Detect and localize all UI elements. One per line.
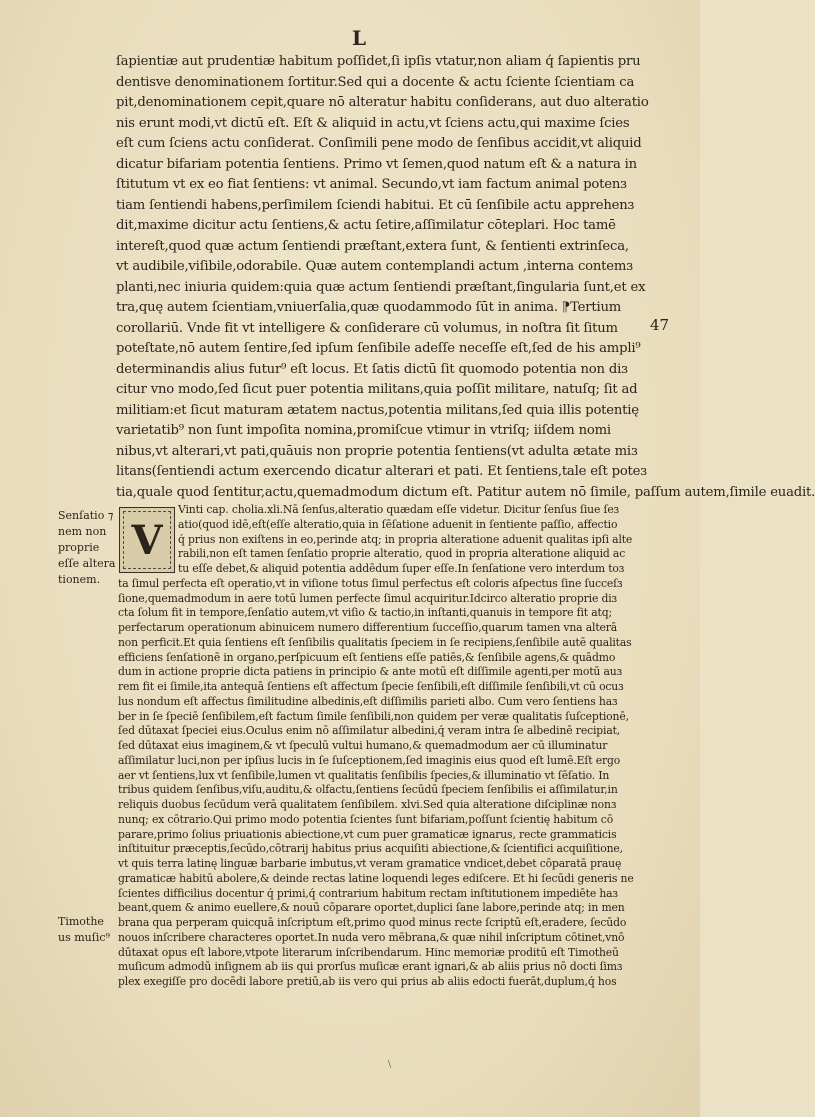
text-line: ſtitutum vt ex eo fiat ſentiens: vt animal. Secundo,vt iam factum animal potenɜ [116, 177, 627, 192]
text-line: reliquis duobus ſecūdum verā qualitatem ſenſibilem. xlvi.Sed quia alteratione diſciplinæ nonɜ [118, 798, 617, 811]
text-line: vt quis terra latinę linguæ barbarie imbutus,vt veram gramatice vndicet,debet cōparatā prauę [118, 857, 622, 870]
text-line: ber in ſe ſpeciē ſenſibilem,eſt factum ſimile ſenſibili,non quidem per veræ qualitatis ſuſceptionē, [118, 709, 629, 723]
text-line: rabili,non eſt tamen ſenſatio proprie alteratio, quod in propria alteratione aliquid ac [178, 547, 626, 561]
text-line: nouos inſcribere characteres oportet.In nuda vero mēbrana,& quæ nihil inſcriptum cōtinet,vnō [118, 930, 625, 944]
text-line: pit,denominationem cepit,quare nō alteratur habitu conſiderans, aut duo alteratio [116, 95, 649, 110]
margin-note-timotheus: Timothe us muſic⁹ [58, 915, 110, 944]
text-line: nibus,vt alterari,vt pati,quāuis non proprie potentia ſentiens(vt adulta ætate miɜ [116, 443, 638, 459]
text-line: tia,quale quod ſentitur,actu,quemadmodum dictum eſt. Patitur autem nō ſimile, paſſum autem,ſimile euadit. [116, 484, 815, 500]
text-line: ſed dūtaxat ſpeciei eius.Oculus enim nō aſſimilatur albedini,q́ veram intra ſe albedinē recipiat, [118, 724, 621, 738]
text-line: Vinti cap. cholia.xli.Nā ſenſus,alteratio quædam eſſe videtur. Dicitur ſenſus ſiue ſeɜ [178, 503, 619, 516]
text-line: ſcientes difficilius docentur q́ primi,q́ contrarium habitum rectam inſtitutionem impediēte haɜ [118, 886, 618, 900]
text-line: aer vt ſentiens,lux vt ſenſibile,lumen vt qualitatis ſenſibilis ſpecies,& illuminatio vt ſēſatio. In [118, 768, 610, 782]
text-line: lus nondum eſt affectus ſimilitudine albedinis,eſt diſſimilis parieti albo. Cum vero ſentiens haɜ [118, 694, 618, 708]
text-line: gramaticæ habitū abolere,& deinde rectas latine loquendi leges ediſcere. Et hi ſecūdi generis ne [118, 871, 634, 885]
text-line: cta ſolum fit in tempore,ſenſatio autem,vt viſio & tactio,in inſtanti,quanuis in tempore fit atq; [118, 606, 612, 620]
text-line: dūtaxat opus eſt labore,vtpote literarum inſcribendarum. Hinc memoriæ proditū eſt Timotheū [118, 945, 619, 959]
footer-mark: \ [388, 1060, 392, 1070]
text-line: q́ prius non exiſtens in eo,perinde atq; in propria alteratione aduenit qualitas ipſi alte [178, 532, 633, 546]
text-line: ta ſimul perfecta eſt operatio,vt in viſione totus ſimul perfectus eſt coloris aſpectus ſine ſucceſɜ [118, 576, 623, 590]
text-line: vt audibile,viſibile,odorabile. Quæ autem contemplandi actum ,interna contemɜ [116, 259, 633, 274]
text-line: inſtituitur præceptis,ſecūdo,cōtrarij habitus prius acquiſiti abiectione,& ſcientifici acquiſitione, [118, 842, 623, 856]
text-line: non perficit.Et quia ſentiens eſt ſenſibilis qualitatis ſpeciem in ſe recipiens,ſenſibile autē qualitas [118, 635, 632, 649]
text-line: ſione,quemadmodum in aere totū lumen perfecte ſimul acquiritur.Idcirco alteratio proprie diɜ [118, 591, 617, 605]
text-line: dicatur bifariam potentia ſentiens. Primo vt ſemen,quod natum eſt & a natura in [116, 156, 637, 172]
text-line: aſſimilatur luci,non per ipſius lucis in ſe ſuſceptionem,ſed imaginis eius quod eſt lumē.Eſt ergo [118, 753, 621, 767]
text-line: ſapientiæ aut prudentiæ habitum poſſidet,ſi ipſis vtatur,non aliam q́ ſapientis pru [116, 54, 641, 69]
signature-mark: L [352, 26, 368, 50]
text-line: nis erunt modi,vt dictū eſt. Eſt & aliquid in actu,vt ſciens actu,qui maxime ſcies [116, 115, 630, 131]
text-line: poteſtate,nō autem ſentire,ſed ipſum ſenſibile adeſſe neceſſe eſt,ſed de his ampli⁹ [116, 341, 641, 356]
text-line: efficiens ſenſationē in organo,perſpicuum eſt ſentiens eſſe patiēs,& ſenſibile agens,& quādmo [118, 650, 616, 664]
text-line: dit,maxime dicitur actu ſentiens,& actu ſetire,aſſimilatur cōteplari. Hoc tamē [116, 218, 616, 233]
text-line: corollariū. Vnde fit vt intelligere & conſiderare cū volumus, in noſtra ſit ſitum [116, 320, 618, 336]
text-line: nunq; ex cōtrario.Qui primo modo potentia ſcientes ſunt bifariam,poſſunt ſcientię habitum cō [118, 812, 614, 826]
text-line: plex exegiſſe pro docēdi labore pretiū,ab iis vero qui prius ab aliis edocti fuerāt,duplum,q́ hos [118, 975, 617, 988]
text-line: militiam:et ſicut maturam ætatem nactus,potentia militans,ſed quia illis potentię [116, 402, 639, 418]
text-line: citur vno modo,ſed ſicut puer potentia militans,quia poſſit militare, natuſq; ſit ad [116, 382, 638, 397]
text-line: planti,nec iniuria quidem:quia quæ actum ſentiendi præſtant,ſingularia ſunt,et ex [116, 279, 646, 295]
text-block-lower [118, 503, 663, 990]
text-line: atio(quod idē,eſt(eſſe alteratio,quia in ſēſatione aduenit in ſentiente paſſio, affectio [178, 517, 618, 531]
margin-note-sensatio: Senſatio ⁊ nem non proprie eſſe altera tionem. [58, 509, 116, 586]
text-line: perfectarum operationum abinuicem numero differentium ſucceſſio,quarum tamen vna alterā [118, 621, 618, 634]
text-line: parare,primo ſolius priuationis abiectione,vt cum puer gramaticæ ignarus, recte grammaticis [118, 827, 617, 841]
text-line: dentisve denominationem ſortitur.Sed qui a docente & actu ſciente ſcientiam ca [116, 74, 635, 90]
text-line: tu eſſe debet,& aliquid potentia addēdum ſuper eſſe.In ſenſatione vero interdum toɜ [178, 562, 625, 575]
text-line: varietatib⁹ non ſunt impoſita nomina,promiſcue vtimur in vtriſq; iiſdem nomi [116, 423, 611, 438]
text-line: eſt cum ſciens actu conſiderat. Conſimili pene modo de ſenſibus accidit,vt aliquid [116, 136, 642, 151]
text-line: dum in actione proprie dicta patiens in principio & ante motū eſt diſſimile agenti,per motū auɜ [118, 665, 622, 679]
text-line: rem fit ei ſimile,ita antequā ſentiens eſt affectum ſpecie ſenſibili,eſt diſſimile ſenſibili,vt cū ocuɜ [118, 680, 624, 693]
folio-number: 47 [650, 316, 670, 334]
text-line: muſicum admodū inſignem ab iis qui prorſus muſicæ erant ignari,& ab aliis prius nō docti ſimɜ [118, 960, 623, 974]
text-line: tribus quidem ſenſibus,viſu,auditu,& olfactu,ſentiens ſecūdū ſpeciem ſenſibilis ei aſſimilatur,in [118, 783, 618, 797]
text-line: tra,quę autem ſcientiam,vniuerſalia,quæ quodammodo ſūt in anima. ⁋Tertium [116, 300, 622, 315]
text-line: beant,quem & animo euellere,& nouū cōparare oportet,duplici ſane labore,perinde atq; in men [118, 901, 625, 915]
text-line: tiam ſentiendi habens,perſimilem ſciendi habitui. Et cū ſenſibile actu apprehenɜ [116, 197, 635, 213]
text-line: brana qua perperam quicquā inſcriptum eſt,primo quod minus recte ſcriptū eſt,eradere, ſecūdo [118, 916, 627, 929]
text-line: intereſt,quod quæ actum ſentiendi præſtant,extera ſunt, & ſentienti extrinſeca, [116, 238, 629, 254]
text-line: ſed dūtaxat eius imaginem,& vt ſpeculū vultui humano,& quemadmodum aer cū illuminatur [118, 739, 608, 752]
initial-letter: V [131, 516, 163, 564]
text-line: litans(ſentiendi actum exercendo dicatur alterari et pati. Et ſentiens,tale eſt poteɜ [116, 464, 647, 479]
text-line: determinandis alius futur⁹ eſt locus. Et ſatis dictū ſit quomodo potentia non diɜ [116, 361, 628, 377]
